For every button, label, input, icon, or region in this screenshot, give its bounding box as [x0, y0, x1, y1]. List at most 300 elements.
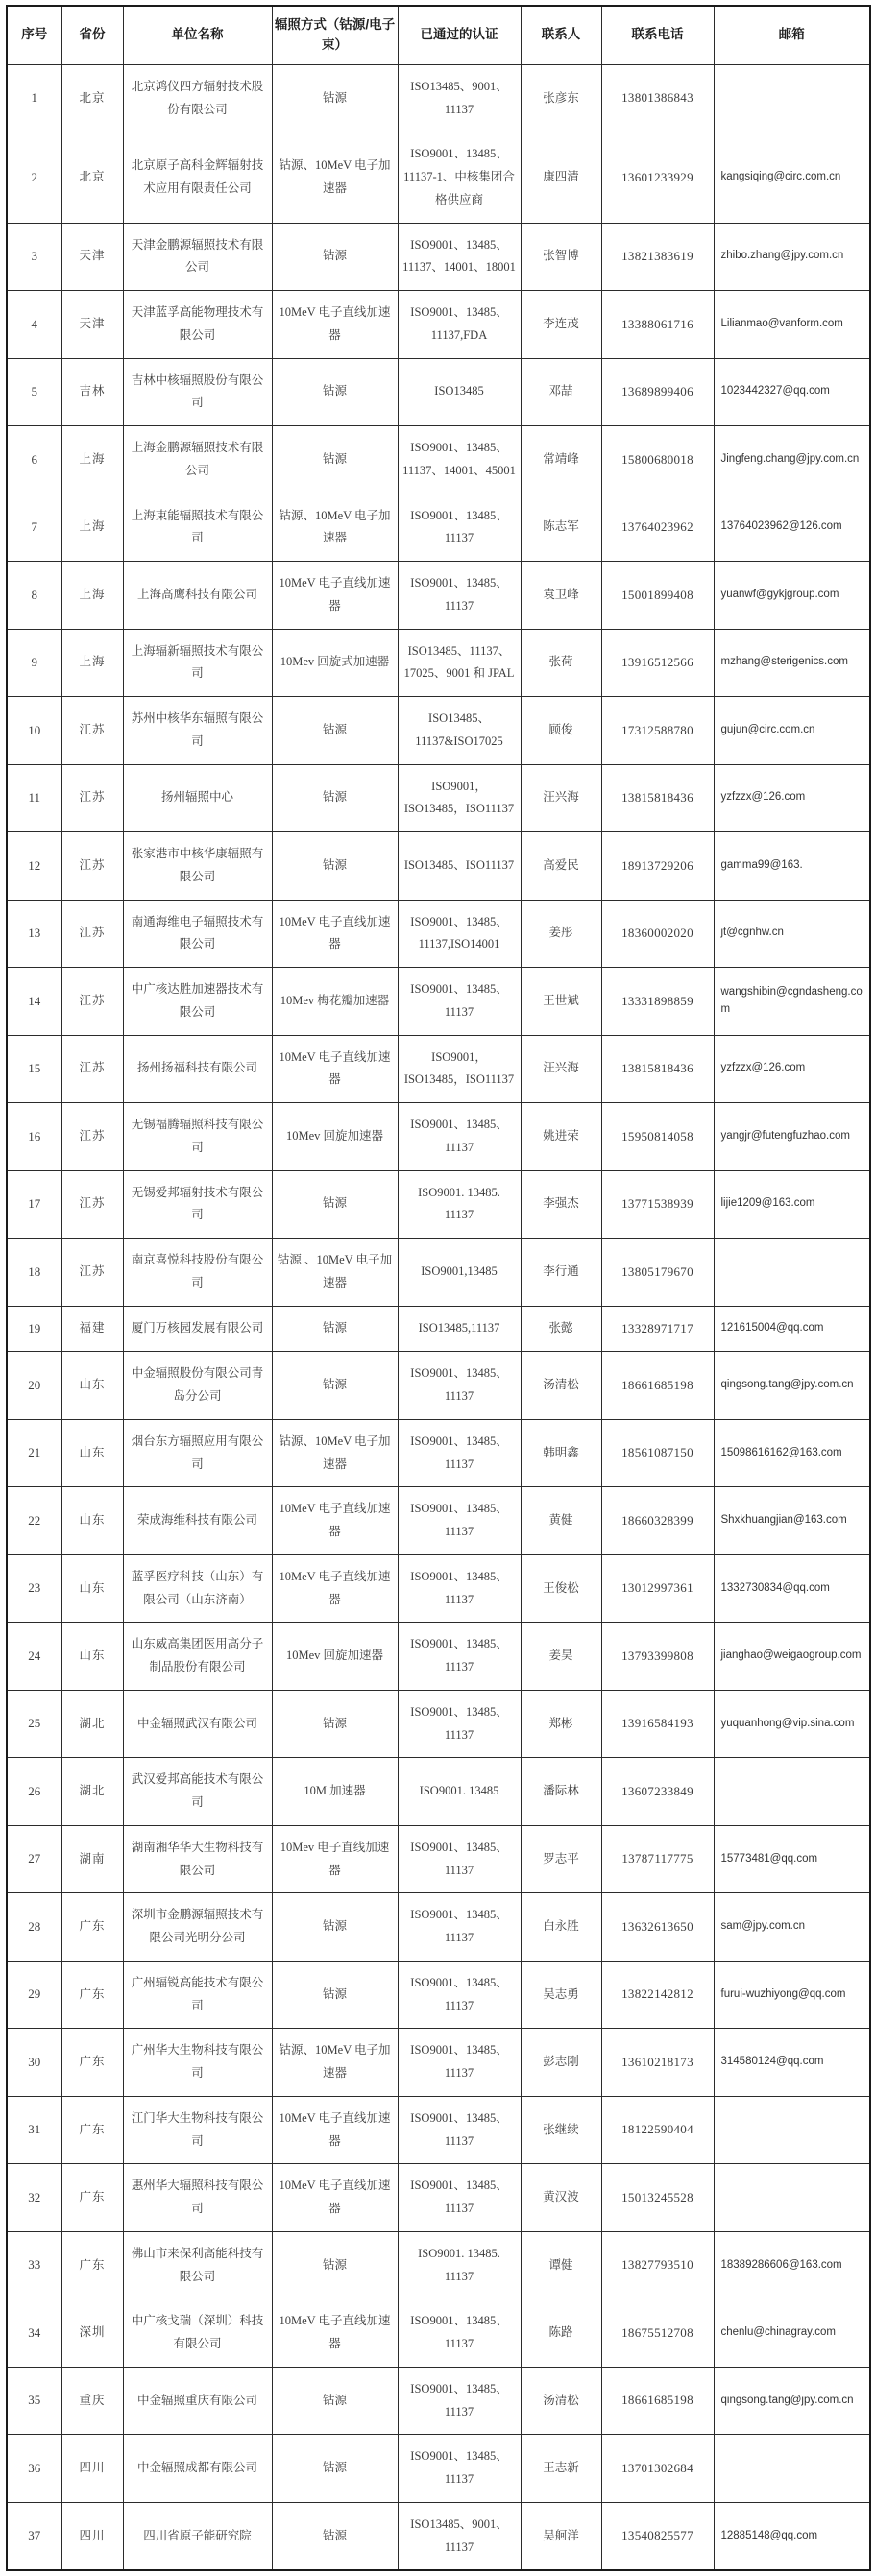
cell-contact: 吴志勇: [521, 1961, 601, 2029]
cell-email: 15098616162@163.com: [714, 1419, 870, 1487]
cell-method: 10MeV 电子直线加速器: [272, 2164, 398, 2232]
header-certifications: 已通过的认证: [398, 6, 521, 64]
cell-email: yuquanhong@vip.sina.com: [714, 1690, 870, 1758]
cell-province: 江苏: [61, 832, 123, 901]
cell-province: 山东: [61, 1623, 123, 1691]
table-row: [7, 697, 870, 765]
cell-company: 武汉爱邦高能技术有限公司: [123, 1758, 272, 1826]
cell-method: 10Mev 回旋加速器: [272, 1103, 398, 1171]
cell-contact: 韩明鑫: [521, 1419, 601, 1487]
cell-method: 钴源: [272, 2367, 398, 2435]
cell-certs: ISO9001、13485、11137,ISO14001: [398, 900, 521, 968]
cell-contact: 张彦东: [521, 64, 601, 132]
cell-contact: 李强杰: [521, 1170, 601, 1239]
table-row: [7, 2029, 870, 2097]
cell-phone: 18661685198: [601, 2367, 714, 2435]
cell-phone: 13764023962: [601, 494, 714, 562]
cell-company: 南通海维电子辐照技术有限公司: [123, 900, 272, 968]
cell-company: 四川省原子能研究院: [123, 2502, 272, 2570]
table-row: [7, 2231, 870, 2299]
cell-no: 28: [7, 1893, 61, 1962]
cell-company: 无锡爱邦辐射技术有限公司: [123, 1170, 272, 1239]
cell-company: 中金辐照武汉有限公司: [123, 1690, 272, 1758]
cell-phone: 13610218173: [601, 2029, 714, 2097]
header-contact-phone: 联系电话: [601, 6, 714, 64]
cell-no: 16: [7, 1103, 61, 1171]
cell-no: 33: [7, 2231, 61, 2299]
cell-province: 四川: [61, 2502, 123, 2570]
cell-method: 10Mev 回旋式加速器: [272, 629, 398, 697]
cell-certs: ISO13485、9001、11137: [398, 64, 521, 132]
irradiation-company-table: [6, 5, 871, 2571]
table-row: [7, 1103, 870, 1171]
cell-company: 山东威高集团医用高分子制品股份有限公司: [123, 1623, 272, 1691]
cell-contact: 顾俊: [521, 697, 601, 765]
table-row: [7, 1825, 870, 1893]
cell-company: 扬州辐照中心: [123, 764, 272, 832]
cell-phone: 13331898859: [601, 968, 714, 1036]
cell-company: 湖南湘华华大生物科技有限公司: [123, 1825, 272, 1893]
cell-province: 广东: [61, 1961, 123, 2029]
cell-email: 18389286606@163.com: [714, 2231, 870, 2299]
cell-no: 15: [7, 1035, 61, 1103]
cell-certs: ISO13485、11137、17025、9001 和 JPAL: [398, 629, 521, 697]
cell-company: 南京喜悦科技股份有限公司: [123, 1239, 272, 1307]
cell-phone: 13632613650: [601, 1893, 714, 1962]
cell-method: 10MeV 电子直线加速器: [272, 2299, 398, 2368]
cell-contact: 袁卫峰: [521, 562, 601, 630]
cell-email: furui-wuzhiyong@qq.com: [714, 1961, 870, 2029]
table-row: [7, 1306, 870, 1352]
cell-method: 钴源: [272, 2502, 398, 2570]
cell-contact: 白永胜: [521, 1893, 601, 1962]
cell-province: 江苏: [61, 1239, 123, 1307]
cell-method: 钴源、10MeV 电子加速器: [272, 1419, 398, 1487]
cell-email: Shxkhuangjian@163.com: [714, 1487, 870, 1555]
cell-company: 烟台东方辐照应用有限公司: [123, 1419, 272, 1487]
cell-company: 张家港市中核华康辐照有限公司: [123, 832, 272, 901]
cell-email: yangjr@futengfuzhao.com: [714, 1103, 870, 1171]
cell-email: yzfzzx@126.com: [714, 1035, 870, 1103]
cell-contact: 康四清: [521, 132, 601, 223]
cell-method: 10MeV 电子直线加速器: [272, 562, 398, 630]
table-row: [7, 1419, 870, 1487]
cell-no: 23: [7, 1554, 61, 1623]
cell-company: 惠州华大辐照科技有限公司: [123, 2164, 272, 2232]
cell-province: 山东: [61, 1487, 123, 1555]
table-row: [7, 900, 870, 968]
cell-company: 吉林中核辐照股份有限公司: [123, 358, 272, 426]
cell-no: 17: [7, 1170, 61, 1239]
cell-contact: 汤清松: [521, 1352, 601, 1420]
cell-certs: ISO9001. 13485: [398, 1758, 521, 1826]
cell-province: 天津: [61, 291, 123, 359]
cell-province: 江苏: [61, 1103, 123, 1171]
cell-company: 扬州扬福科技有限公司: [123, 1035, 272, 1103]
cell-method: 10Mev 梅花瓣加速器: [272, 968, 398, 1036]
table-row: [7, 1352, 870, 1420]
cell-phone: 13805179670: [601, 1239, 714, 1307]
cell-email: wangshibin@cgndasheng.com: [714, 968, 870, 1036]
cell-no: 27: [7, 1825, 61, 1893]
cell-certs: ISO9001、13485、11137: [398, 1893, 521, 1962]
cell-no: 19: [7, 1306, 61, 1352]
cell-email: Jingfeng.chang@jpy.com.cn: [714, 426, 870, 494]
cell-email: [714, 2435, 870, 2503]
cell-province: 江苏: [61, 697, 123, 765]
header-company-name: 单位名称: [123, 6, 272, 64]
cell-certs: ISO9001、13485、11137: [398, 2029, 521, 2097]
table-row: [7, 1170, 870, 1239]
cell-contact: 潘际林: [521, 1758, 601, 1826]
cell-method: 钴源: [272, 2435, 398, 2503]
cell-no: 31: [7, 2096, 61, 2164]
cell-email: jt@cgnhw.cn: [714, 900, 870, 968]
cell-phone: 13801386843: [601, 64, 714, 132]
cell-company: 苏州中核华东辐照有限公司: [123, 697, 272, 765]
cell-no: 22: [7, 1487, 61, 1555]
cell-company: 广州辐锐高能技术有限公司: [123, 1961, 272, 2029]
cell-phone: 13916584193: [601, 1690, 714, 1758]
cell-contact: 陈路: [521, 2299, 601, 2368]
cell-certs: ISO9001、13485、11137: [398, 494, 521, 562]
cell-company: 中金辐照股份有限公司青岛分公司: [123, 1352, 272, 1420]
cell-certs: ISO9001、13485、11137: [398, 2096, 521, 2164]
cell-certs: ISO9001. 13485. 11137: [398, 1170, 521, 1239]
cell-contact: 黄健: [521, 1487, 601, 1555]
cell-method: 10MeV 电子直线加速器: [272, 2096, 398, 2164]
cell-company: 天津金鹏源辐照技术有限公司: [123, 223, 272, 291]
cell-email: 121615004@qq.com: [714, 1306, 870, 1352]
cell-phone: 13815818436: [601, 1035, 714, 1103]
header-serial-number: 序号: [7, 6, 61, 64]
cell-phone: 13827793510: [601, 2231, 714, 2299]
cell-certs: ISO9001、13485、11137: [398, 1487, 521, 1555]
cell-no: 29: [7, 1961, 61, 2029]
cell-province: 广东: [61, 1893, 123, 1962]
table-row: [7, 1893, 870, 1962]
cell-province: 江苏: [61, 900, 123, 968]
table-row: [7, 223, 870, 291]
cell-company: 中广核达胜加速器技术有限公司: [123, 968, 272, 1036]
cell-no: 2: [7, 132, 61, 223]
table-row: [7, 968, 870, 1036]
cell-no: 14: [7, 968, 61, 1036]
cell-no: 25: [7, 1690, 61, 1758]
cell-email: jianghao@weigaogroup.com: [714, 1623, 870, 1691]
cell-province: 广东: [61, 2164, 123, 2232]
cell-email: yzfzzx@126.com: [714, 764, 870, 832]
cell-phone: 15950814058: [601, 1103, 714, 1171]
table-row: [7, 1035, 870, 1103]
table-row: [7, 832, 870, 901]
cell-no: 13: [7, 900, 61, 968]
table-row: [7, 2502, 870, 2570]
cell-email: yuanwf@gykjgroup.com: [714, 562, 870, 630]
cell-province: 广东: [61, 2096, 123, 2164]
cell-contact: 常靖峰: [521, 426, 601, 494]
cell-email: Lilianmao@vanform.com: [714, 291, 870, 359]
table-row: [7, 2299, 870, 2368]
cell-company: 上海束能辐照技术有限公司: [123, 494, 272, 562]
cell-phone: 18122590404: [601, 2096, 714, 2164]
header-irradiation-method: 辐照方式（钴源/电子束）: [272, 6, 398, 64]
cell-phone: 13771538939: [601, 1170, 714, 1239]
cell-method: 钴源: [272, 832, 398, 901]
cell-method: 钴源: [272, 1961, 398, 2029]
header-email: 邮箱: [714, 6, 870, 64]
cell-email: gujun@circ.com.cn: [714, 697, 870, 765]
table-row: [7, 629, 870, 697]
cell-certs: ISO9001、13485、11137: [398, 1690, 521, 1758]
cell-contact: 汪兴海: [521, 1035, 601, 1103]
cell-phone: 13916512566: [601, 629, 714, 697]
cell-certs: ISO9001、13485、11137: [398, 1419, 521, 1487]
cell-province: 江苏: [61, 968, 123, 1036]
cell-certs: ISO9001、13485、11137: [398, 2367, 521, 2435]
cell-phone: 18661685198: [601, 1352, 714, 1420]
cell-no: 7: [7, 494, 61, 562]
cell-no: 26: [7, 1758, 61, 1826]
cell-no: 12: [7, 832, 61, 901]
cell-company: 北京原子高科金辉辐射技术应用有限责任公司: [123, 132, 272, 223]
table-row: [7, 1961, 870, 2029]
cell-contact: 王志新: [521, 2435, 601, 2503]
cell-company: 中金辐照成都有限公司: [123, 2435, 272, 2503]
cell-company: 北京鸿仪四方辐射技术股份有限公司: [123, 64, 272, 132]
cell-contact: 高爱民: [521, 832, 601, 901]
cell-phone: 13388061716: [601, 291, 714, 359]
cell-province: 福建: [61, 1306, 123, 1352]
cell-certs: ISO9001、13485、11137-1、中核集团合格供应商: [398, 132, 521, 223]
table-row: [7, 1623, 870, 1691]
cell-no: 8: [7, 562, 61, 630]
cell-contact: 汤清松: [521, 2367, 601, 2435]
cell-email: [714, 1758, 870, 1826]
cell-contact: 姜昊: [521, 1623, 601, 1691]
cell-province: 广东: [61, 2231, 123, 2299]
cell-email: [714, 2096, 870, 2164]
cell-company: 天津蓝孚高能物理技术有限公司: [123, 291, 272, 359]
cell-contact: 张懿: [521, 1306, 601, 1352]
cell-phone: 13328971717: [601, 1306, 714, 1352]
cell-company: 上海金鹏源辐照技术有限公司: [123, 426, 272, 494]
cell-no: 35: [7, 2367, 61, 2435]
cell-certs: ISO9001、13485、11137、14001、18001: [398, 223, 521, 291]
cell-certs: ISO9001、13485、11137: [398, 562, 521, 630]
cell-company: 蓝孚医疗科技（山东）有限公司（山东济南）: [123, 1554, 272, 1623]
table-row: [7, 2435, 870, 2503]
cell-no: 11: [7, 764, 61, 832]
cell-phone: 13787117775: [601, 1825, 714, 1893]
cell-province: 江苏: [61, 1170, 123, 1239]
cell-province: 上海: [61, 562, 123, 630]
cell-email: 12885148@qq.com: [714, 2502, 870, 2570]
table-header: [7, 6, 870, 64]
cell-contact: 罗志平: [521, 1825, 601, 1893]
cell-method: 钴源: [272, 1690, 398, 1758]
cell-email: 1023442327@qq.com: [714, 358, 870, 426]
cell-company: 江门华大生物科技有限公司: [123, 2096, 272, 2164]
cell-no: 4: [7, 291, 61, 359]
cell-email: qingsong.tang@jpy.com.cn: [714, 1352, 870, 1420]
table-body: [7, 64, 870, 2570]
cell-phone: 18360002020: [601, 900, 714, 968]
cell-certs: ISO9001、13485、11137: [398, 1623, 521, 1691]
cell-no: 37: [7, 2502, 61, 2570]
cell-method: 10MeV 电子直线加速器: [272, 900, 398, 968]
cell-certs: ISO9001. 13485. 11137: [398, 2231, 521, 2299]
cell-province: 吉林: [61, 358, 123, 426]
cell-no: 3: [7, 223, 61, 291]
table-row: [7, 64, 870, 132]
cell-contact: 吴舸洋: [521, 2502, 601, 2570]
cell-province: 上海: [61, 494, 123, 562]
cell-phone: 18913729206: [601, 832, 714, 901]
cell-contact: 李连茂: [521, 291, 601, 359]
cell-certs: ISO13485、ISO11137: [398, 832, 521, 901]
cell-company: 无锡福腾辐照科技有限公司: [123, 1103, 272, 1171]
cell-company: 广州华大生物科技有限公司: [123, 2029, 272, 2097]
cell-email: gamma99@163.: [714, 832, 870, 901]
cell-contact: 陈志军: [521, 494, 601, 562]
cell-company: 佛山市来保利高能科技有限公司: [123, 2231, 272, 2299]
cell-phone: 13701302684: [601, 2435, 714, 2503]
cell-certs: ISO9001,13485: [398, 1239, 521, 1307]
cell-phone: 13540825577: [601, 2502, 714, 2570]
cell-certs: ISO9001，ISO13485，ISO11137: [398, 1035, 521, 1103]
cell-method: 钴源: [272, 1893, 398, 1962]
cell-email: zhibo.zhang@jpy.com.cn: [714, 223, 870, 291]
table-row: [7, 2367, 870, 2435]
cell-method: 钴源: [272, 1352, 398, 1420]
cell-no: 24: [7, 1623, 61, 1691]
cell-method: 钴源、10MeV 电子加速器: [272, 2029, 398, 2097]
cell-certs: ISO9001、13485、11137: [398, 1352, 521, 1420]
cell-certs: ISO9001、13485、11137: [398, 1103, 521, 1171]
cell-phone: 13822142812: [601, 1961, 714, 2029]
cell-phone: 13815818436: [601, 764, 714, 832]
cell-contact: 邓喆: [521, 358, 601, 426]
cell-method: 10MeV 电子直线加速器: [272, 1487, 398, 1555]
cell-email: chenlu@chinagray.com: [714, 2299, 870, 2368]
cell-email: [714, 1239, 870, 1307]
cell-certs: ISO13485: [398, 358, 521, 426]
cell-province: 江苏: [61, 1035, 123, 1103]
cell-phone: 13012997361: [601, 1554, 714, 1623]
cell-certs: ISO9001、13485、11137: [398, 2164, 521, 2232]
cell-company: 荣成海维科技有限公司: [123, 1487, 272, 1555]
cell-contact: 姚进荣: [521, 1103, 601, 1171]
cell-method: 10Mev 回旋加速器: [272, 1623, 398, 1691]
cell-certs: ISO9001、13485、11137: [398, 1554, 521, 1623]
cell-certs: ISO9001、13485、11137: [398, 1825, 521, 1893]
table-row: [7, 1239, 870, 1307]
cell-phone: 15013245528: [601, 2164, 714, 2232]
cell-certs: ISO9001、13485、11137,FDA: [398, 291, 521, 359]
cell-method: 钴源: [272, 358, 398, 426]
cell-method: 钴源: [272, 697, 398, 765]
cell-email: qingsong.tang@jpy.com.cn: [714, 2367, 870, 2435]
table-row: [7, 291, 870, 359]
cell-method: 10Mev 电子直线加速器: [272, 1825, 398, 1893]
table-row: [7, 494, 870, 562]
table-row: [7, 358, 870, 426]
cell-email: [714, 2164, 870, 2232]
cell-method: 钴源: [272, 223, 398, 291]
cell-contact: 张荷: [521, 629, 601, 697]
cell-province: 山东: [61, 1419, 123, 1487]
table-row: [7, 1487, 870, 1555]
table-row: [7, 1758, 870, 1826]
cell-contact: 张继续: [521, 2096, 601, 2164]
cell-no: 18: [7, 1239, 61, 1307]
cell-method: 钴源: [272, 426, 398, 494]
cell-company: 中广核戈瑞（深圳）科技有限公司: [123, 2299, 272, 2368]
cell-contact: 汪兴海: [521, 764, 601, 832]
cell-no: 21: [7, 1419, 61, 1487]
cell-phone: 15001899408: [601, 562, 714, 630]
cell-province: 天津: [61, 223, 123, 291]
cell-company: 深圳市金鹏源辐照技术有限公司光明分公司: [123, 1893, 272, 1962]
table-row: [7, 562, 870, 630]
cell-province: 北京: [61, 64, 123, 132]
cell-contact: 王俊松: [521, 1554, 601, 1623]
cell-email: 1332730834@qq.com: [714, 1554, 870, 1623]
cell-province: 广东: [61, 2029, 123, 2097]
cell-contact: 黄汉波: [521, 2164, 601, 2232]
cell-province: 山东: [61, 1554, 123, 1623]
cell-phone: 18660328399: [601, 1487, 714, 1555]
cell-contact: 张智博: [521, 223, 601, 291]
cell-email: 13764023962@126.com: [714, 494, 870, 562]
cell-phone: 13793399808: [601, 1623, 714, 1691]
cell-email: mzhang@sterigenics.com: [714, 629, 870, 697]
cell-email: sam@jpy.com.cn: [714, 1893, 870, 1962]
cell-method: 10M 加速器: [272, 1758, 398, 1826]
cell-no: 36: [7, 2435, 61, 2503]
cell-phone: 13821383619: [601, 223, 714, 291]
cell-contact: 谭健: [521, 2231, 601, 2299]
cell-province: 北京: [61, 132, 123, 223]
cell-no: 20: [7, 1352, 61, 1420]
cell-phone: 18561087150: [601, 1419, 714, 1487]
cell-certs: ISO9001，ISO13485，ISO11137: [398, 764, 521, 832]
cell-no: 5: [7, 358, 61, 426]
cell-method: 钴源、10MeV 电子加速器: [272, 132, 398, 223]
cell-email: kangsiqing@circ.com.cn: [714, 132, 870, 223]
cell-email: lijie1209@163.com: [714, 1170, 870, 1239]
header-row: [7, 6, 870, 64]
cell-certs: ISO13485、9001、11137: [398, 2502, 521, 2570]
cell-no: 10: [7, 697, 61, 765]
cell-certs: ISO9001、13485、11137: [398, 2435, 521, 2503]
cell-company: 中金辐照重庆有限公司: [123, 2367, 272, 2435]
cell-no: 34: [7, 2299, 61, 2368]
cell-certs: ISO9001、13485、11137: [398, 968, 521, 1036]
cell-company: 上海高鹰科技有限公司: [123, 562, 272, 630]
cell-certs: ISO13485,11137: [398, 1306, 521, 1352]
table-row: [7, 2164, 870, 2232]
cell-method: 10MeV 电子直线加速器: [272, 1035, 398, 1103]
cell-contact: 姜彤: [521, 900, 601, 968]
cell-no: 32: [7, 2164, 61, 2232]
cell-certs: ISO9001、13485、11137: [398, 1961, 521, 2029]
header-contact-person: 联系人: [521, 6, 601, 64]
table-row: [7, 764, 870, 832]
cell-method: 钴源: [272, 764, 398, 832]
cell-phone: 13689899406: [601, 358, 714, 426]
